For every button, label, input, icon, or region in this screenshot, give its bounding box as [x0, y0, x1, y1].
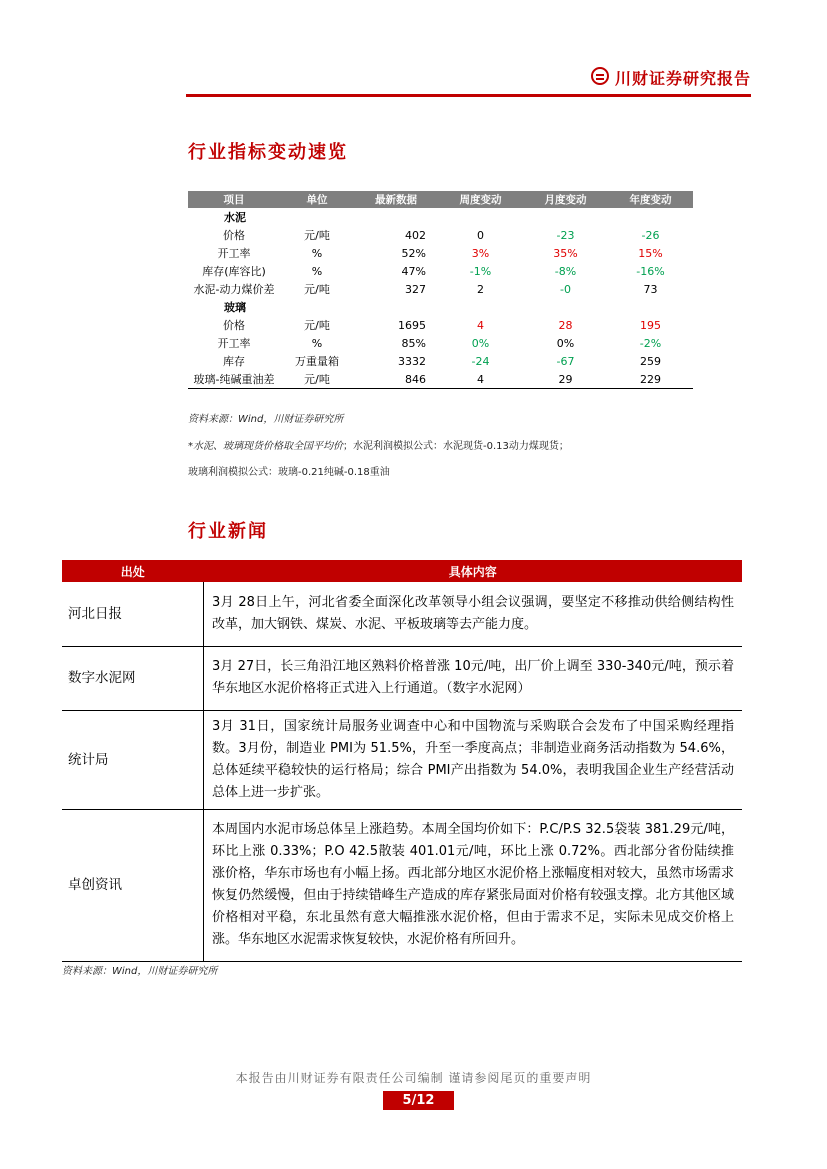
news-source: 统计局: [62, 710, 204, 809]
page-number: 5/12: [383, 1091, 454, 1110]
table-row: [188, 226, 693, 244]
indicator-header-row: [188, 191, 693, 208]
cell: -67: [556, 354, 575, 368]
table-row: [62, 710, 742, 809]
cell: 4: [438, 370, 523, 389]
col-header: 出处: [62, 560, 204, 582]
cell: 0%: [471, 336, 490, 350]
cell: 327: [405, 282, 426, 296]
cell: 价格: [223, 229, 245, 242]
news-content: 3月 28日上午，河北省委全面深化改革领导小组会议强调，要坚定不移推动供给侧结构性改革，加大钢铁、煤炭、水泥、平板玻璃等去产能力度。: [204, 582, 743, 646]
cell: 水泥-动力煤价差: [193, 283, 275, 296]
cell: -26: [641, 228, 660, 242]
cell: 195: [640, 318, 661, 332]
cell: 15%: [638, 246, 663, 260]
table-row: [188, 316, 693, 334]
cell: 259: [640, 354, 661, 368]
col-header: 单位: [280, 191, 354, 208]
note-formula-1: ；水泥利润模拟公式：水泥现货-0.13动力煤现货；: [343, 441, 569, 452]
section-title-news: 行业新闻: [188, 521, 268, 542]
cell: 402: [405, 228, 426, 242]
header-title: 川财证券研究报告: [614, 69, 751, 88]
indicator-table: [188, 191, 693, 389]
news-table: [62, 560, 742, 962]
news-content: 3月 27日，长三角沿江地区熟料价格普涨 10元/吨，出厂价上调至 330-340元/吨，预示着华东地区水泥价格将正式进入上行通道。（数字水泥网）: [204, 646, 743, 710]
news-source-note: 资料来源：Wind，川财证券研究所: [62, 966, 218, 977]
cell: -16%: [636, 264, 665, 278]
news-source: 卓创资讯: [62, 809, 204, 961]
col-header: 年度变动: [608, 191, 693, 208]
cell: 4: [477, 318, 484, 332]
note-italic: *水泥、玻璃现货价格取全国平均价: [188, 441, 343, 452]
cell: -0: [560, 282, 571, 296]
cell: 元/吨: [304, 229, 330, 242]
indicator-note-1: [188, 437, 569, 452]
cell: -23: [556, 228, 575, 242]
cell: 47%: [401, 264, 426, 278]
indicator-note-2: 玻璃利润模拟公式：玻璃-0.21纯碱-0.18重油: [188, 467, 390, 478]
table-row: [188, 352, 693, 370]
cell: %: [311, 264, 323, 278]
table-row: [188, 280, 693, 298]
col-header: 最新数据: [354, 191, 438, 208]
group-glass: 玻璃: [224, 301, 246, 314]
cell: 库存(库容比): [202, 265, 266, 278]
cell: 开工率: [217, 337, 251, 350]
cell: 29: [523, 370, 608, 389]
cell: -1%: [469, 264, 492, 278]
table-row: [188, 370, 693, 389]
news-source: 河北日报: [62, 582, 204, 646]
cell: 库存: [223, 355, 245, 368]
cell: 玻璃-纯碱重油差: [188, 370, 280, 389]
cell: 元/吨: [304, 283, 330, 296]
cell: 价格: [223, 319, 245, 332]
indicator-source: 资料来源：Wind，川财证券研究所: [188, 414, 344, 425]
group-cement: 水泥: [224, 211, 246, 224]
news-header-row: [62, 560, 742, 582]
cell: 开工率: [217, 247, 251, 260]
table-row: [188, 244, 693, 262]
news-source: 数字水泥网: [62, 646, 204, 710]
col-header: 具体内容: [204, 560, 743, 582]
company-logo-icon: [591, 67, 609, 85]
cell: 28: [558, 318, 573, 332]
cell: %: [311, 246, 323, 260]
col-header: 月度变动: [523, 191, 608, 208]
cell: 0%: [556, 336, 575, 350]
cell: 73: [643, 282, 658, 296]
cell: 2: [477, 282, 484, 296]
cell: -2%: [639, 336, 662, 350]
cell: 0: [477, 228, 484, 242]
cell: 万重量箱: [295, 355, 339, 368]
cell: 35%: [553, 246, 578, 260]
cell: 85%: [401, 336, 426, 350]
cell: 229: [608, 370, 693, 389]
section-title-indicators: 行业指标变动速览: [188, 142, 348, 163]
news-content: 3月 31日，国家统计局服务业调查中心和中国物流与采购联合会发布了中国采购经理指数。3月份，制造业 PMI为 51.5%，升至一季度高点；非制造业商务活动指数为 54.6%，总体延续平稳较快的运行格局；综合 PMI产出指数为 54.0%，表明我国企业生产经营活动总体上进一步扩张。: [204, 710, 743, 809]
col-header: 项目: [188, 191, 280, 208]
cell: 1695: [398, 318, 426, 332]
cell: -8%: [554, 264, 577, 278]
table-row: [62, 646, 742, 710]
cell: 元/吨: [304, 319, 330, 332]
cell: 52%: [401, 246, 426, 260]
table-row: [62, 809, 742, 961]
table-row: [188, 262, 693, 280]
footer-disclaimer: 本报告由川财证券有限责任公司编制 谨请参阅尾页的重要声明: [235, 1071, 592, 1085]
cell: -24: [471, 354, 490, 368]
cell: %: [311, 336, 323, 350]
report-header: [186, 64, 751, 97]
table-row: [62, 582, 742, 646]
cell: 3%: [471, 246, 490, 260]
cell: 3332: [398, 354, 426, 368]
table-row: [188, 334, 693, 352]
col-header: 周度变动: [438, 191, 523, 208]
news-content: 本周国内水泥市场总体呈上涨趋势。本周全国均价如下：P.C/P.S 32.5袋装 381.29元/吨，环比上涨 0.33%；P.O 42.5散装 401.01元/吨，环比上涨 0.72%。西北部分省份陆续推涨价格，华东市场也有小幅上扬。西北部分地区水泥价格上涨幅度相对较大，虽然市场需求恢复仍然缓慢，但由于持续错峰生产造成的库存紧张局面对价格有较强支撑。北方其他区域价格相对平稳，东北虽然有意大幅推涨水泥价格，但由于需求不足，实际未见成交价格上涨。华东地区水泥需求恢复较快，水泥价格有所回升。: [204, 809, 743, 961]
cell: 元/吨: [280, 370, 354, 389]
cell: 846: [354, 370, 438, 389]
